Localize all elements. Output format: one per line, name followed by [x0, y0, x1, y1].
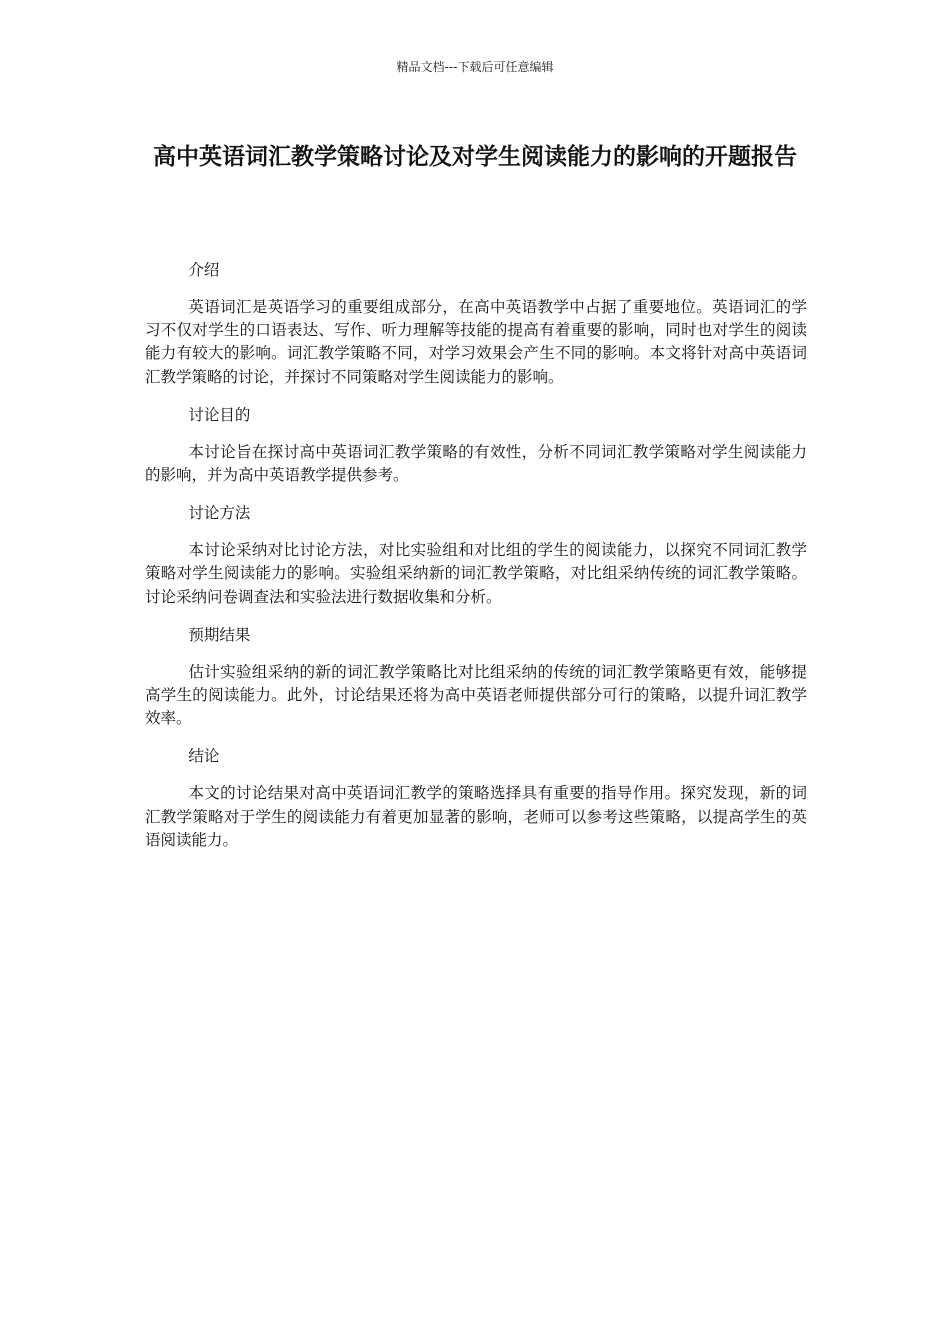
- document-body: [145, 258, 807, 866]
- section-heading-conclusion: 结论: [188, 747, 220, 766]
- document-title: 高中英语词汇教学策略讨论及对学生阅读能力的影响的开题报告: [153, 144, 797, 170]
- section-body-expected-results: 估计实验组采纳的新的词汇教学策略比对比组采纳的传统的词汇教学策略更有效，能够提高学生的阅读能力。此外，讨论结果还将为高中英语老师提供部分可行的策略，以提升词汇教学效率。: [145, 662, 807, 728]
- section-body-conclusion: 本文的讨论结果对高中英语词汇教学的策略选择具有重要的指导作用。探究发现，新的词汇教学策略对于学生的阅读能力有着更加显著的影响，老师可以参考这些策略，以提高学生的英语阅读能力。: [145, 784, 807, 849]
- section-body-intro: 英语词汇是英语学习的重要组成部分，在高中英语教学中占据了重要地位。英语词汇的学习不仅对学生的口语表达、写作、听力理解等技能的提高有着重要的影响，同时也对学生的阅读能力有较大的影响。词汇教学策略不同，对学习效果会产生不同的影响。本文将针对高中英语词汇教学策略的讨论，并探讨不同策略对学生阅读能力的影响。: [145, 298, 807, 386]
- section-heading-purpose: 讨论目的: [188, 405, 251, 424]
- header-note: 精品文档---下载后可任意编辑: [396, 60, 554, 74]
- section-body-purpose: 本讨论旨在探讨高中英语词汇教学策略的有效性，分析不同词汇教学策略对学生阅读能力的影响，并为高中英语教学提供参考。: [145, 442, 807, 485]
- section-heading-expected-results: 预期结果: [188, 625, 251, 644]
- section-heading-method: 讨论方法: [188, 504, 251, 523]
- section-heading-intro: 介绍: [188, 261, 220, 279]
- section-body-method: 本讨论采纳对比讨论方法，对比实验组和对比组的学生的阅读能力，以探究不同词汇教学策略对学生阅读能力的影响。实验组采纳新的词汇教学策略，对比组采纳传统的词汇教学策略。讨论采纳问卷调查法和实验法进行数据收集和分析。: [145, 541, 807, 606]
